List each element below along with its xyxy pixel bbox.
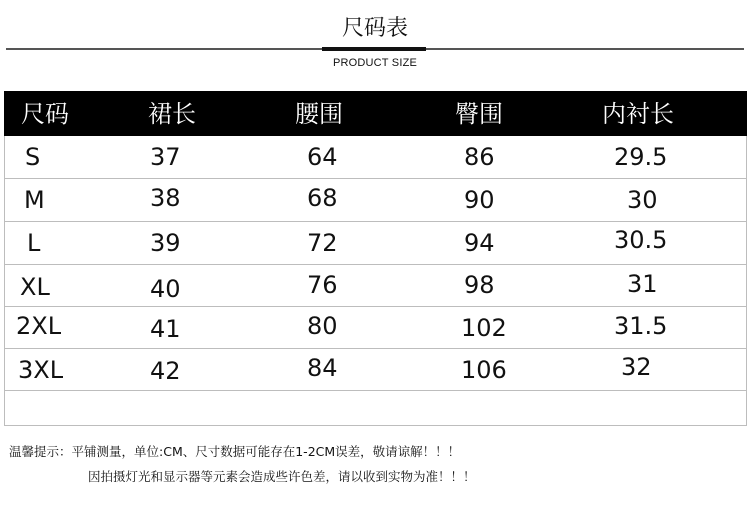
table-row xyxy=(5,307,746,349)
title-divider-accent xyxy=(322,47,426,51)
cell-size: 3XL xyxy=(18,356,64,384)
cell-size: L xyxy=(27,229,41,257)
cell-waist: 76 xyxy=(307,271,338,299)
cell-lining-length: 31.5 xyxy=(614,312,668,340)
page-subtitle: PRODUCT SIZE xyxy=(332,57,418,69)
table-row xyxy=(5,265,746,307)
cell-size: 2XL xyxy=(16,312,62,340)
cell-skirt-length: 41 xyxy=(150,315,181,343)
cell-skirt-length: 42 xyxy=(150,357,181,385)
cell-lining-length: 31 xyxy=(627,270,658,298)
cell-waist: 64 xyxy=(307,143,338,171)
column-header-hip: 臀围 xyxy=(455,100,503,128)
cell-waist: 68 xyxy=(307,184,338,212)
page-title: 尺码表 xyxy=(341,16,408,41)
cell-lining-length: 30 xyxy=(627,186,658,214)
cell-hip: 94 xyxy=(464,229,495,257)
column-header-waist: 腰围 xyxy=(295,100,343,128)
size-table xyxy=(4,91,747,426)
size-note-color: 因拍摄灯光和显示器等元素会造成些许色差，请以收到实物为准！！！ xyxy=(88,469,476,484)
cell-size: S xyxy=(25,143,41,171)
cell-waist: 84 xyxy=(307,354,338,382)
column-header-skirt-length: 裙长 xyxy=(148,100,196,128)
cell-waist: 72 xyxy=(307,229,338,257)
table-header xyxy=(4,91,747,136)
cell-skirt-length: 37 xyxy=(150,143,181,171)
cell-hip: 102 xyxy=(461,314,507,342)
cell-skirt-length: 38 xyxy=(150,184,181,212)
cell-lining-length: 30.5 xyxy=(614,226,668,254)
cell-waist: 80 xyxy=(307,312,338,340)
cell-hip: 106 xyxy=(461,356,507,384)
cell-hip: 86 xyxy=(464,143,495,171)
cell-skirt-length: 39 xyxy=(150,229,181,257)
cell-lining-length: 29.5 xyxy=(614,143,668,171)
cell-hip: 90 xyxy=(464,186,495,214)
cell-hip: 98 xyxy=(464,271,495,299)
table-row xyxy=(5,349,746,391)
cell-lining-length: 32 xyxy=(621,353,652,381)
table-row xyxy=(5,222,746,265)
table-row xyxy=(5,179,746,222)
column-header-lining-length: 内衬长 xyxy=(602,100,674,128)
size-note-measurement: 温馨提示：平铺测量，单位:CM、尺寸数据可能存在1-2CM误差，敬请谅解！！！ xyxy=(9,444,461,459)
column-header-size: 尺码 xyxy=(21,100,69,128)
table-row xyxy=(5,136,746,179)
cell-skirt-length: 40 xyxy=(150,275,181,303)
cell-size: XL xyxy=(20,273,50,301)
cell-size: M xyxy=(24,186,45,214)
table-row xyxy=(5,391,746,425)
